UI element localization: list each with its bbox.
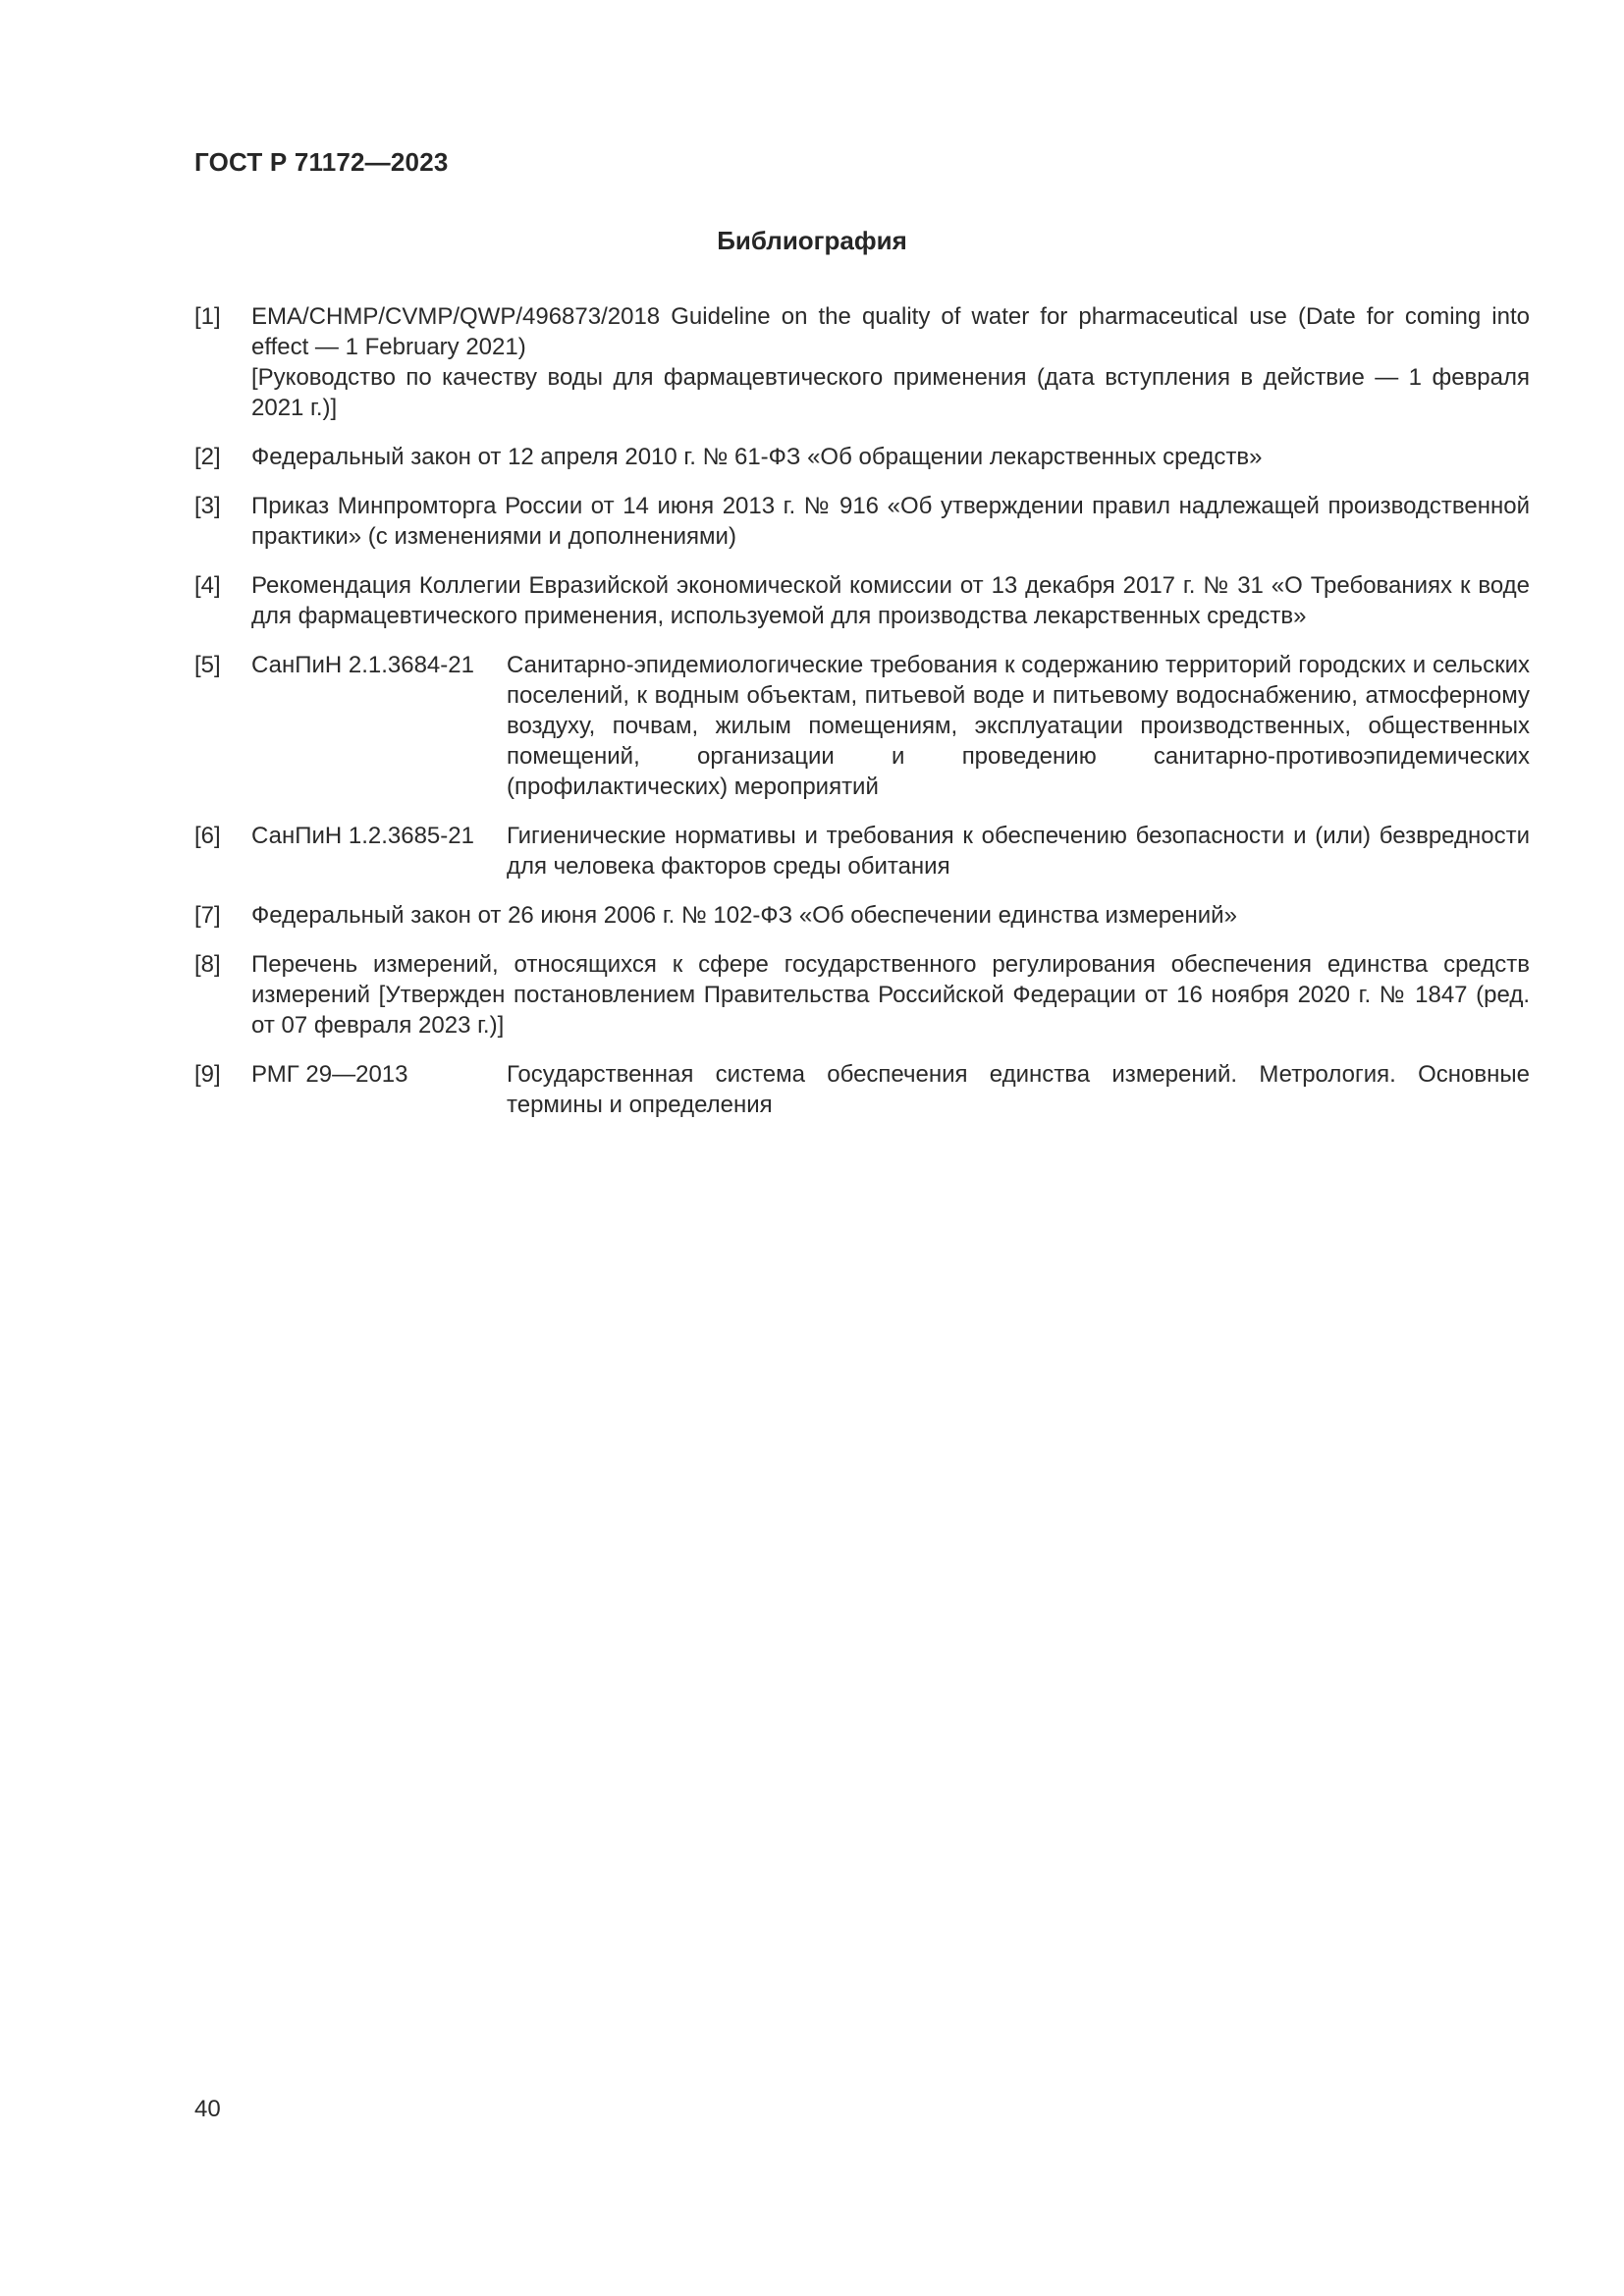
entry-text: EMA/CHMP/CVMP/QWP/496873/2018 Guideline on the quality of water for pharmaceutical use (Date for coming into effect — 1 February 2021) [251,303,1530,360]
entry-number: [1] [194,303,221,330]
bibliography-entry-5 [194,650,1530,802]
entry-number: [2] [194,444,221,470]
bibliography-entry-2 [194,442,1530,472]
entry-number: [9] [194,1061,221,1088]
entry-number: [7] [194,902,221,929]
bibliography-entry-4 [194,570,1530,631]
bibliography-entry-3 [194,491,1530,552]
bibliography-entry-8 [194,949,1530,1041]
bibliography-entry-6 [194,821,1530,881]
entry-code: СанПиН 1.2.3685-21 [251,823,474,849]
bibliography-entry-9 [194,1059,1530,1120]
entry-text: Федеральный закон от 12 апреля 2010 г. № 61-ФЗ «Об обращении лекарственных средств» [251,444,1263,470]
entry-number: [5] [194,652,221,678]
entry-number: [4] [194,572,221,599]
entry-text: Приказ Минпромторга России от 14 июня 2013 г. № 916 «Об утверждении правил надлежащей производственной практики» (с изменениями и дополнениями) [251,493,1530,550]
entry-text: Федеральный закон от 26 июня 2006 г. № 102-ФЗ «Об обеспечении единства измерений» [251,902,1237,929]
entry-translation: [Руководство по качеству воды для фармацевтического применения (дата вступления в действие — 1 февраля 2021 г.)] [251,364,1530,421]
entry-text: Гигиенические нормативы и требования к обеспечению безопасности и (или) безвредности для человека факторов среды обитания [507,823,1530,880]
page-header-standard-code: ГОСТ Р 71172—2023 [194,147,449,177]
entry-code: СанПиН 2.1.3684-21 [251,652,474,678]
entry-body [251,301,1530,423]
entry-text: Перечень измерений, относящихся к сфере государственного регулирования обеспечения единства средств измерений [Утвержден постановлением Правительства Российской Федерации от 16 ноября 2020 г. № 1847 (ред. от 07 февраля 2023 г.)] [251,951,1530,1039]
entry-number: [8] [194,951,221,978]
section-title: Библиография [717,226,907,255]
bibliography-list [194,301,1530,1139]
entry-text: Санитарно-эпидемиологические требования к содержанию территорий городских и сельских поселений, к водным объектам, питьевой воде и питьевому водоснабжению, атмосферному воздуху, почвам, жилым помещениям, эксплуатации производственных, общественных помещений, организации и проведению санитарно-противоэпидемических (профилактических) мероприятий [507,652,1530,800]
entry-text: Рекомендация Коллегии Евразийской экономической комиссии от 13 декабря 2017 г. № 31 «О Требованиях к воде для фармацевтического применения, используемой для производства лекарственных средств» [251,572,1530,629]
bibliography-entry-1 [194,301,1530,423]
entry-number: [6] [194,823,221,849]
entry-code: РМГ 29—2013 [251,1061,408,1088]
entry-text: Государственная система обеспечения единства измерений. Метрология. Основные термины и определения [507,1061,1530,1118]
bibliography-entry-7 [194,900,1530,931]
page-number: 40 [194,2096,221,2122]
entry-number: [3] [194,493,221,519]
